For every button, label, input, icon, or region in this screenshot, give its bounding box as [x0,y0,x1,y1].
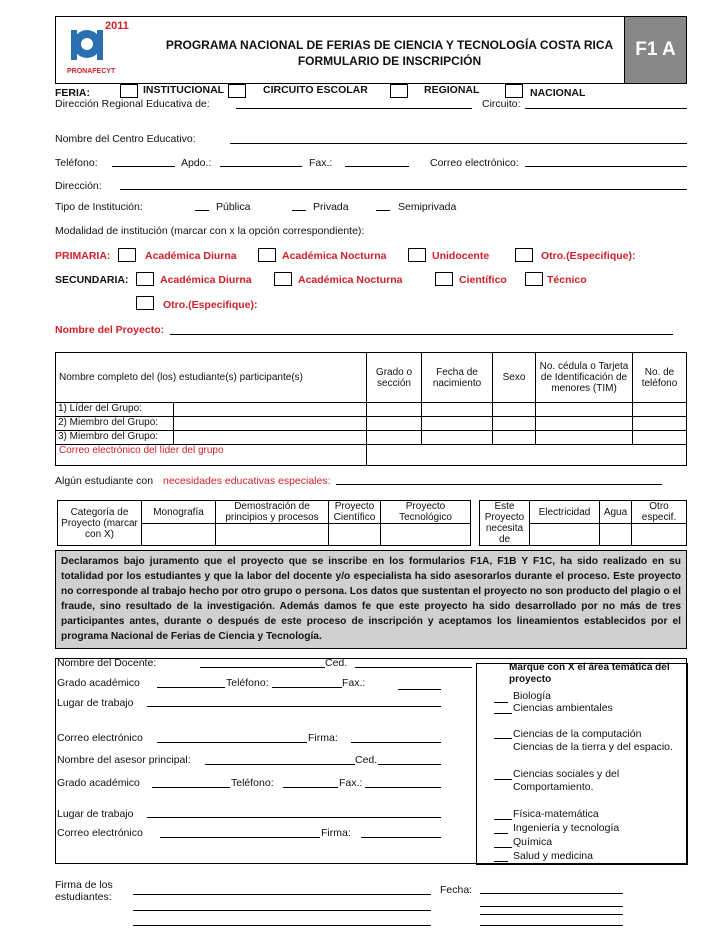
tecnico: Técnico [547,274,587,286]
asesor-grado-label: Grado académico [57,777,140,789]
area-check[interactable] [494,861,508,862]
tecnico-checkbox[interactable] [525,272,543,286]
direccion-regional-label: Dirección Regional Educativa de: [55,98,210,110]
categoria-label: Categoría de Proyecto (marcar con X) [58,501,142,546]
fax-label: Fax.: [309,157,333,169]
fecha-cell[interactable] [422,431,493,445]
necesidades-label: necesidades educativas especiales: [163,475,331,487]
area-salud: Salud y medicina [513,850,593,862]
feria-nacional-checkbox[interactable] [505,84,523,98]
needs-label: Este Proyecto necesita de [480,501,530,546]
lugar-label: Lugar de trabajo [57,697,134,709]
grado-cell[interactable] [367,431,422,445]
cientifico-checkbox[interactable] [435,272,453,286]
primaria-otro: Otro.(Especifique): [541,250,636,262]
semiprivada-field[interactable] [376,210,390,211]
firma-estudiante-3[interactable] [133,925,431,926]
students-header-cedula: No. cédula o Tarjeta de Identificación de menores (TIM) [536,353,633,403]
otro-cell[interactable] [632,524,687,546]
monografia: Monografía [142,501,216,524]
docente-ced-label: Ced. [325,657,348,669]
email-leader-field[interactable] [367,445,687,466]
telefono-cell[interactable] [633,431,687,445]
circuito-field[interactable] [525,108,687,109]
form-code: F1 A [624,17,686,83]
area-ingenieria: Ingeniería y tecnología [513,822,620,834]
feria-nacional: NACIONAL [530,87,586,99]
sexo-cell[interactable] [493,417,536,431]
asesor-telefono-field[interactable] [283,787,338,788]
direccion-regional-field[interactable] [236,108,472,109]
publica-label: Pública [216,201,251,213]
sexo-cell[interactable] [493,431,536,445]
cedula-cell[interactable] [536,417,633,431]
asesor-label: Nombre del asesor principal: [57,754,191,766]
feria-institucional: INSTITUCIONAL [143,84,225,96]
semiprivada-label: Semiprivada [398,201,457,213]
row-label: 3) Miembro del Grupo: [56,431,174,444]
area-ambientales: Ciencias ambientales [513,702,613,714]
docente-fax-field[interactable] [398,689,441,690]
primaria-diurna: Académica Diurna [145,250,237,262]
docente-firma-label: Firma: [308,732,338,744]
students-header-name: Nombre completo del (los) estudiante(s) participante(s) [56,353,367,403]
needs-table [479,500,687,546]
monografia-cell[interactable] [142,524,216,546]
proyecto-tecnologico: Proyecto Tecnológico [381,501,471,524]
asesor-correo-field[interactable] [160,837,320,838]
asesor-grado-field[interactable] [152,787,230,788]
docente-correo-label: Correo electrónico [57,732,143,744]
feria-circuito: CIRCUITO ESCOLAR [263,84,368,96]
demostracion: Demostración de principios y procesos [216,501,329,524]
primaria-label: PRIMARIA: [55,250,111,262]
docente-field[interactable] [200,667,325,668]
students-header-grado: Grado o sección [367,353,422,403]
students-header-telefono: No. de teléfono [633,353,687,403]
centro-field[interactable] [230,143,687,144]
asesor-correo-label: Correo electrónico [57,827,143,839]
area-check[interactable] [494,779,512,780]
student-name-field[interactable] [174,431,366,444]
form-header [55,16,687,84]
fecha-cell[interactable] [422,403,493,417]
secundaria-nocturna: Académica Nocturna [298,274,403,286]
row-label: 1) Líder del Grupo: [56,403,174,416]
secundaria-diurna: Académica Diurna [160,274,252,286]
tecnologico-cell[interactable] [381,524,471,546]
area-quimica: Química [513,836,553,848]
area-check[interactable] [494,819,512,820]
demostracion-cell[interactable] [216,524,329,546]
grado-label: Grado académico [57,677,140,689]
fecha-field-1[interactable] [480,893,623,894]
sexo-cell[interactable] [493,403,536,417]
primaria-diurna-checkbox[interactable] [118,248,136,262]
agua: Agua [600,501,632,524]
asesor-ced-label: Ced. [355,754,378,766]
docente-firma-field[interactable] [351,742,441,743]
feria-label: FERIA: [55,87,90,99]
email-row-label: Correo electrónico del líder del grupo [56,445,367,466]
area-check[interactable] [494,702,508,703]
area-check[interactable] [494,738,512,739]
feria-regional: REGIONAL [424,84,480,96]
firma-estudiante-1[interactable] [133,894,431,895]
grado-cell[interactable] [367,417,422,431]
fecha-cell[interactable] [422,417,493,431]
areas-title: Marque con X el área temática del proyecto [509,662,670,685]
cientifico-cell[interactable] [329,524,381,546]
row-label: 2) Miembro del Grupo: [56,417,174,430]
docente-telefono-label: Teléfono: [226,677,269,689]
firma-estudiante-2[interactable] [133,910,431,911]
asesor-field[interactable] [205,764,355,765]
secundaria-nocturna-checkbox[interactable] [274,272,292,286]
correo-field[interactable] [525,166,687,167]
student-name-field[interactable] [174,417,366,430]
lugar-field[interactable] [147,706,441,707]
fecha-field-3[interactable] [480,914,623,915]
feria-institucional-checkbox[interactable] [120,84,138,98]
docente-correo-field[interactable] [157,742,307,743]
fecha-field-4[interactable] [480,925,623,926]
telefono-cell[interactable] [633,403,687,417]
declaration-text: Declaramos bajo juramento que el proyecto que se inscribe en los formularios F1A, F1B Y F1C, ha sido realizado en su totalidad por los estudiantes y que la labor del docente y/o especialista ha sido asesorarlos durante el proceso. Este proyecto no corresponde al trabajo hecho por otro grupo o persona. Los datos que sustentan el proyecto no son producto del plagio o el fraude, sino resultado de la investigación. Además damos fe que este proyecto ha sido desarrollado por no más de tres participantes antes, durante o después de este proceso de inscripción y aceptamos los lineamientos establecidos por el programa Nacional de Ferias de Ciencia y Tecnología. [55,550,687,649]
telefono-label: Teléfono: [55,157,98,169]
area-check[interactable] [494,847,512,848]
docente-ced-field[interactable] [355,667,472,668]
area-tierra: Ciencias de la tierra y del espacio. [513,741,673,753]
telefono-cell[interactable] [633,417,687,431]
pronafecyt-logo [57,18,153,82]
feria-regional-checkbox[interactable] [390,84,408,98]
necesidades-field[interactable] [336,484,662,485]
correo-label: Correo electrónico: [430,157,519,169]
cedula-cell[interactable] [536,403,633,417]
unidocente: Unidocente [432,250,490,262]
asesor-fax-field[interactable] [365,787,441,788]
area-check[interactable] [494,833,508,834]
area-computacion: Ciencias de la computación [513,728,642,740]
primaria-nocturna-checkbox[interactable] [258,248,276,262]
electricidad-cell[interactable] [530,524,600,546]
secundaria-otro-checkbox[interactable] [136,296,154,310]
docente-telefono-field[interactable] [272,687,342,688]
secundaria-diurna-checkbox[interactable] [136,272,154,286]
fax-field[interactable] [345,166,409,167]
areas-panel [476,663,688,865]
telefono-field[interactable] [112,166,175,167]
circuito-label: Circuito: [482,98,521,110]
asesor-lugar-field[interactable] [147,817,441,818]
table-row [56,445,687,466]
form-title: PROGRAMA NACIONAL DE FERIAS DE CIENCIA Y TECNOLOGÍA COSTA RICA FORMULARIO DE INSCRIPCIÓN [165,38,614,68]
otro-especif: Otro especif. [632,501,687,524]
necesidades-prefix: Algún estudiante con [55,475,154,487]
publica-field[interactable] [195,210,209,211]
students-header-sexo: Sexo [493,353,536,403]
area-sociales: Ciencias sociales y del Comportamiento. [513,768,620,793]
direccion-field[interactable] [120,189,687,190]
table-row [56,431,687,445]
area-fisica: Física-matemática [513,808,599,820]
proyecto-label: Nombre del Proyecto: [55,324,165,336]
category-table [57,500,471,546]
students-header-fecha: Fecha de nacimiento [422,353,493,403]
logo-year: 2011 [105,20,129,32]
proyecto-field[interactable] [170,334,673,335]
asesor-firma-label: Firma: [321,827,351,839]
feria-circuito-checkbox[interactable] [228,84,246,98]
docente-fax-label: Fax.: [342,677,366,689]
table-row [56,417,687,431]
asesor-ced-field[interactable] [378,764,441,765]
fecha-label: Fecha: [440,884,473,896]
privada-label: Privada [313,201,349,213]
agua-cell[interactable] [600,524,632,546]
table-row [56,403,687,417]
electricidad: Electricidad [530,501,600,524]
grado-field[interactable] [157,687,225,688]
asesor-telefono-label: Teléfono: [231,777,274,789]
tipo-label: Tipo de Institución: [55,201,143,213]
fecha-field-2[interactable] [480,906,623,907]
student-name-field[interactable] [174,403,366,416]
docente-label: Nombre del Docente: [57,657,157,669]
logo-name: PRONAFECYT [67,68,116,75]
apdo-label: Apdo.: [181,157,212,169]
secundaria-otro: Otro.(Especifique): [163,299,258,311]
grado-cell[interactable] [367,403,422,417]
area-biologia: Biología [513,690,551,702]
cedula-cell[interactable] [536,431,633,445]
students-table [55,352,687,466]
asesor-lugar-label: Lugar de trabajo [57,808,134,820]
apdo-field[interactable] [220,166,302,167]
privada-field[interactable] [292,210,306,211]
area-check[interactable] [494,713,512,714]
primaria-otro-checkbox[interactable] [515,248,533,262]
secundaria-label: SECUNDARIA: [55,274,129,286]
firma-estudiantes-label: Firma de los estudiantes: [55,879,113,903]
direccion-label: Dirección: [55,180,102,192]
primaria-nocturna: Académica Nocturna [282,250,387,262]
cientifico: Científico [459,274,507,286]
asesor-fax-label: Fax.: [339,777,363,789]
asesor-firma-field[interactable] [361,837,441,838]
modalidad-label: Modalidad de institución (marcar con x la opción correspondiente): [55,225,365,237]
centro-label: Nombre del Centro Educativo: [55,133,196,145]
proyecto-cientifico: Proyecto Científico [329,501,381,524]
unidocente-checkbox[interactable] [408,248,426,262]
